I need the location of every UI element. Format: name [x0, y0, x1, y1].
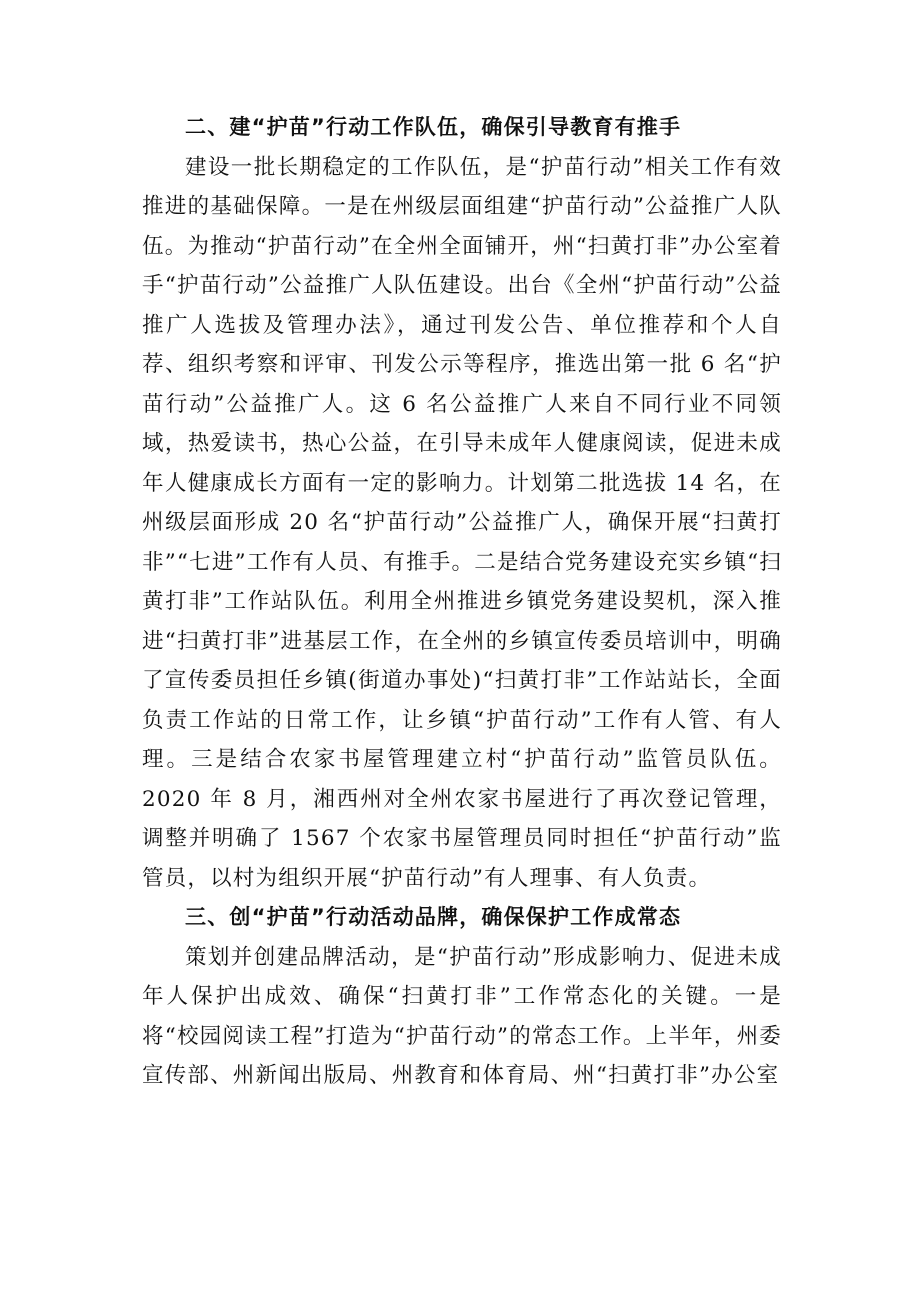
section-heading-2: 二、建“护苗”行动工作队伍，确保引导教育有推手	[185, 115, 682, 139]
section-paragraph-2: 建设一批长期稳定的工作队伍，是“护苗行动”相关工作有效推进的基础保障。一是在州级层面组建“护苗行动”公益推广人队伍。为推动“护苗行动”在全州全面铺开，州“扫黄打非”办公室着手“护苗行动”公益推广人队伍建设。出台《全州“护苗行动”公益推广人选拔及管理办法》，通过刊发公告、单位推荐和个人自荐、组织考察和评审、刊发公示等程序，推选出第一批 6 名“护苗行动”公益推广人。这 6 名公益推广人来自不同行业不同领域，热爱读书，热心公益，在引导未成年人健康阅读，促进未成年人健康成长方面有一定的影响力。计划第二批选拔 14 名，在州级层面形成 20 名“护苗行动”公益推广人，确保开展“扫黄打非”“七进”工作有人员、有推手。二是结合党务建设充实乡镇“扫黄打非”工作站队伍。利用全州推进乡镇党务建设契机，深入推进“扫黄打非”进基层工作，在全州的乡镇宣传委员培训中，明确了宣传委员担任乡镇(街道办事处)“扫黄打非”工作站站长，全面负责工作站的日常工作，让乡镇“护苗行动”工作有人管、有人理。三是结合农家书屋管理建立村“护苗行动”监管员队伍。2020 年 8 月，湘西州对全州农家书屋进行了再次登记管理，调整并明确了 1567 个农家书屋管理员同时担任“护苗行动”监管员，以村为组织开展“护苗行动”有人理事、有人负责。	[142, 154, 782, 891]
document-body	[142, 108, 782, 1096]
section-paragraph-3: 策划并创建品牌活动，是“护苗行动”形成影响力、促进未成年人保护出成效、确保“扫黄打非”工作常态化的关键。一是将“校园阅读工程”打造为“护苗行动”的常态工作。上半年，州委宣传部、州新闻出版局、州教育和体育局、州“扫黄打非”办公室	[142, 944, 782, 1088]
section-heading-3: 三、创“护苗”行动活动品牌，确保保护工作成常态	[185, 905, 682, 929]
